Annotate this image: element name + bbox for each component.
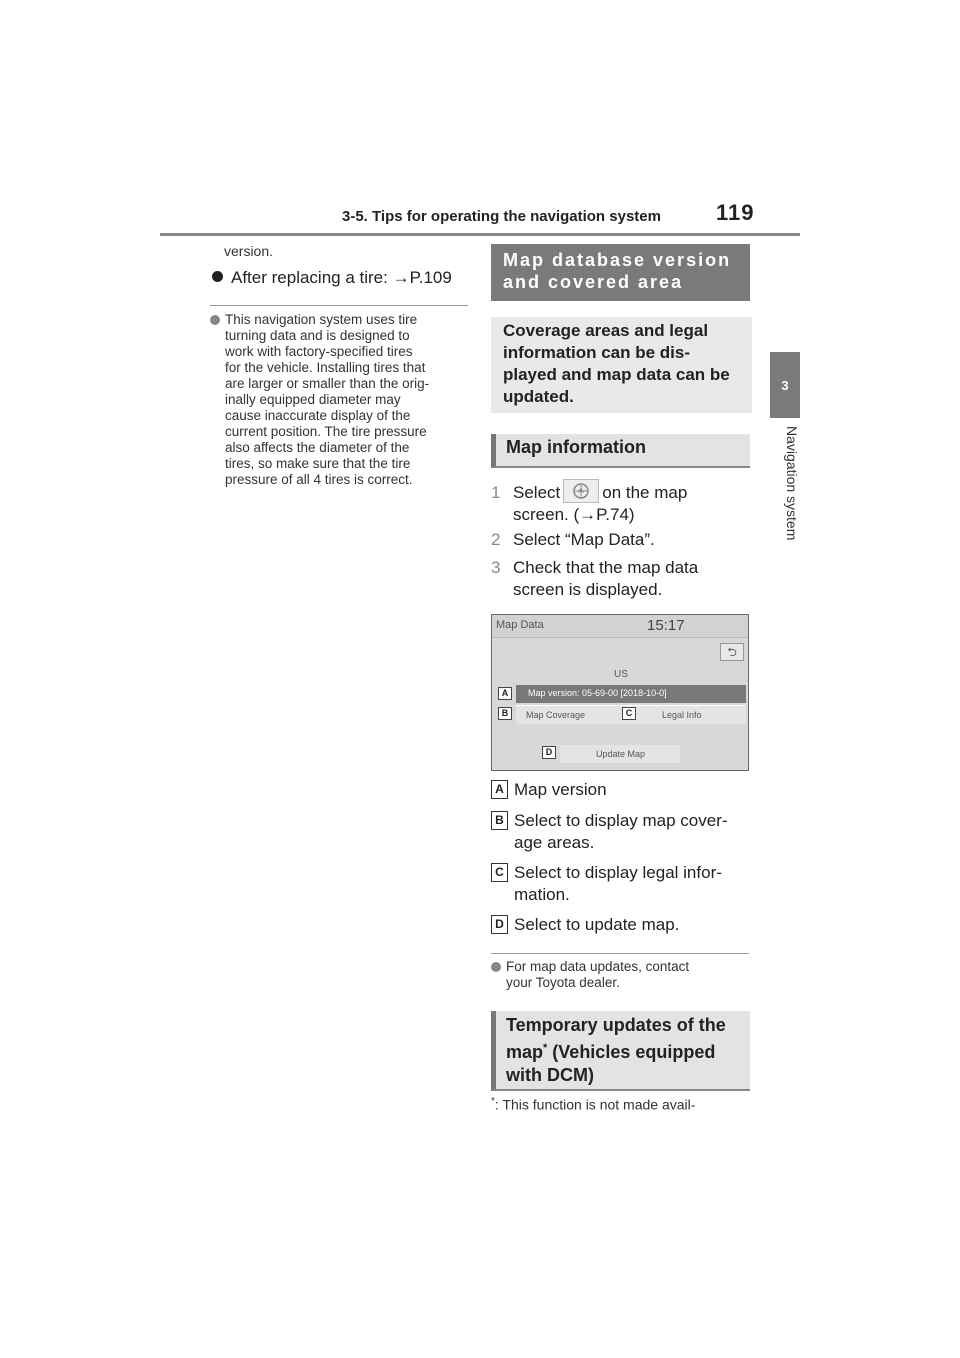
heading-word: map	[506, 1042, 544, 1062]
note-line: pressure of all 4 tires is correct.	[225, 472, 413, 487]
step-2	[491, 529, 751, 551]
chapter-number: 3	[781, 377, 789, 393]
map-data-screenshot	[491, 614, 749, 771]
note-line: inally equipped diameter may	[225, 392, 401, 407]
heading-line: Map database version	[503, 250, 732, 270]
temporary-updates-heading	[491, 1011, 750, 1091]
update-map-text: Update Map	[596, 749, 646, 759]
legend-text: Select to display map cover-	[514, 811, 728, 830]
header-rule	[160, 233, 800, 236]
legend-text: age areas.	[514, 833, 595, 852]
note-line: turning data and is designed to	[225, 328, 410, 343]
legend-d	[491, 914, 753, 936]
note-line: are larger or smaller than the orig-	[225, 376, 430, 391]
heading-word: (Vehicles equipped	[547, 1042, 716, 1062]
screen-title: Map Data	[496, 619, 544, 631]
map-menu-icon	[563, 479, 599, 503]
back-arrow-icon[interactable]: ⮌	[720, 643, 744, 661]
step-number: 1	[491, 483, 501, 502]
note-rule	[491, 953, 749, 954]
intro-line: played and map data can be	[503, 365, 730, 384]
label-a: A	[498, 687, 512, 700]
page-number: 119	[716, 200, 755, 225]
tire-bullet	[212, 268, 452, 288]
footnote-star: *	[491, 1096, 495, 1107]
note-line: for the vehicle. Installing tires that	[225, 360, 426, 375]
step-3	[491, 557, 751, 601]
legal-info-button[interactable]: Legal Info	[662, 710, 702, 720]
map-version-row	[516, 685, 746, 703]
heading-line: Temporary updates of the	[506, 1015, 726, 1035]
note-rule	[210, 305, 468, 306]
intro-line: information can be dis-	[503, 343, 691, 362]
map-version-text: Map version: 05-69-00 [2018-10-0]	[528, 688, 667, 698]
footnote	[491, 1096, 695, 1113]
legend-c	[491, 862, 753, 906]
legend-letter: A	[491, 780, 508, 799]
note-line: also affects the diameter of the	[225, 440, 410, 455]
intro-line: updated.	[503, 387, 574, 406]
note-line: work with factory-specified tires	[225, 344, 413, 359]
legend-text: mation.	[514, 885, 570, 904]
update-map-button[interactable]	[560, 745, 680, 763]
legend-text: Map version	[514, 780, 607, 799]
step-text: Check that the map data	[513, 558, 699, 577]
bullet-dot-icon	[212, 271, 223, 282]
note-line: tires, so make sure that the tire	[225, 456, 411, 471]
note-line: current position. The tire pressure	[225, 424, 427, 439]
legend-letter: B	[491, 811, 508, 830]
note-dot-icon	[210, 315, 220, 325]
heading-line: with DCM)	[506, 1065, 594, 1085]
legend-text: Select to display legal infor-	[514, 863, 722, 882]
step-text-cont: screen is displayed.	[513, 580, 663, 599]
tire-note	[210, 312, 472, 488]
chapter-label-wrap	[770, 420, 800, 600]
map-database-heading	[491, 244, 750, 301]
note-line: For map data updates, contact	[506, 959, 690, 974]
footnote-text: : This function is not made avail-	[494, 1096, 696, 1113]
screen-clock: 15:17	[647, 617, 685, 634]
note-dot-icon	[491, 962, 501, 972]
step-text: on the map	[602, 483, 688, 502]
heading-line: and covered area	[503, 272, 684, 292]
heading-line	[506, 1037, 740, 1064]
step-text-cont: screen. (→P.74)	[513, 505, 635, 524]
map-coverage-button[interactable]: Map Coverage	[526, 710, 586, 720]
legend-b	[491, 810, 753, 854]
dealer-note	[491, 959, 753, 991]
screen-region: US	[614, 669, 628, 680]
step-number: 3	[491, 558, 501, 577]
label-d: D	[542, 746, 556, 759]
note-line: your Toyota dealer.	[506, 975, 620, 990]
step-number: 2	[491, 530, 501, 549]
footnote-star: *	[543, 1042, 548, 1054]
map-database-intro	[491, 317, 752, 413]
legend-letter: C	[491, 863, 508, 882]
tire-bullet-text: After replacing a tire: →P.109	[231, 268, 452, 287]
chapter-label: Navigation system	[784, 426, 800, 541]
chapter-tab	[770, 352, 800, 418]
legend-a	[491, 779, 753, 801]
label-c: C	[622, 707, 636, 720]
step-text: Select “Map Data”.	[513, 530, 655, 549]
step-1	[491, 479, 751, 526]
intro-line: Coverage areas and legal	[503, 321, 709, 340]
note-line: cause inaccurate display of the	[225, 408, 411, 423]
legend-letter: D	[491, 915, 508, 934]
section-title: 3-5. Tips for operating the navigation system	[342, 208, 661, 225]
version-text: version.	[224, 243, 274, 259]
map-information-heading: Map information	[491, 434, 750, 468]
note-line: This navigation system uses tire	[225, 312, 418, 327]
label-b: B	[498, 707, 512, 720]
step-text: Select	[513, 483, 561, 502]
legend-text: Select to update map.	[514, 915, 680, 934]
